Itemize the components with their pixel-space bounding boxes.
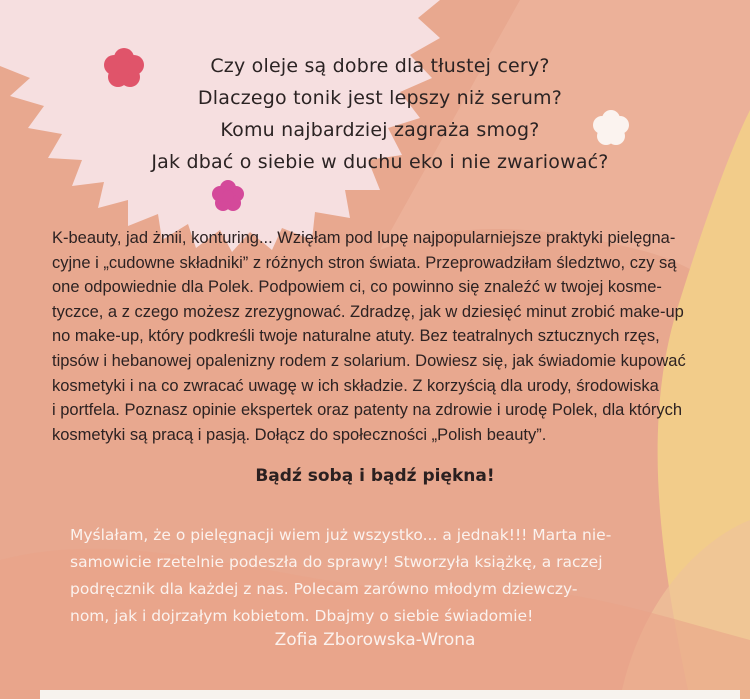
testimonial-quote xyxy=(70,522,710,630)
question-line: Czy oleje są dobre dla tłustej cery? xyxy=(210,55,550,77)
description-line: tyczce, a z czego możesz zrezygnować. Zdradzę, jak w dziesięć minut zrobić make-up xyxy=(52,302,684,321)
description-line: i portfela. Poznasz opinie ekspertek oraz patenty na zdrowie i urodę Polek, dla których xyxy=(52,401,683,420)
description-line: one odpowiednie dla Polek. Podpowiem ci, co powinno się znaleźć w twojej kosme- xyxy=(52,278,662,297)
slogan: Bądź sobą i bądź piękna! xyxy=(255,466,495,486)
description-paragraph xyxy=(52,226,702,447)
quote-line: podręcznik dla każdej z nas. Polecam zarówno młodym dziewczy- xyxy=(70,580,578,598)
description-line: tipsów i hebanowej opalenizny rodem z solarium. Dowiesz się, jak świadomie kupować xyxy=(52,351,686,370)
quote-line: nom, jak i dojrzałym kobietom. Dbajmy o siebie świadomie! xyxy=(70,607,534,625)
bottom-strip xyxy=(40,690,740,699)
description-line: kosmetyki i na co zwracać uwagę w ich składzie. Z korzyścią dla urody, środowiska xyxy=(52,376,659,395)
quote-line: Myślałam, że o pielęgnacji wiem już wszystko... a jednak!!! Marta nie- xyxy=(70,526,612,544)
quote-line: samowicie rzetelnie podeszła do sprawy! Stworzyła książkę, a raczej xyxy=(70,553,603,571)
questions-block xyxy=(120,50,640,178)
description-line: kosmetyki są pracą i pasją. Dołącz do społeczności „Polish beauty”. xyxy=(52,425,547,444)
question-line: Komu najbardziej zagraża smog? xyxy=(220,119,540,141)
description-line: K-beauty, jad żmii, konturing... Wzięłam pod lupę najpopularniejsze praktyki pielęgna- xyxy=(52,229,676,247)
quote-author: Zofia Zborowska-Wrona xyxy=(274,630,476,650)
description-line: cyjne i „cudowne składniki” z różnych stron świata. Przeprowadziłam śledztwo, czy są xyxy=(52,253,677,272)
description-line: no make-up, który podkreśli twoje naturalne atuty. Bez teatralnych sztucznych rzęs, xyxy=(52,327,660,346)
question-line: Jak dbać o siebie w duchu eko i nie zwariować? xyxy=(151,151,609,173)
question-line: Dlaczego tonik jest lepszy niż serum? xyxy=(197,87,563,109)
